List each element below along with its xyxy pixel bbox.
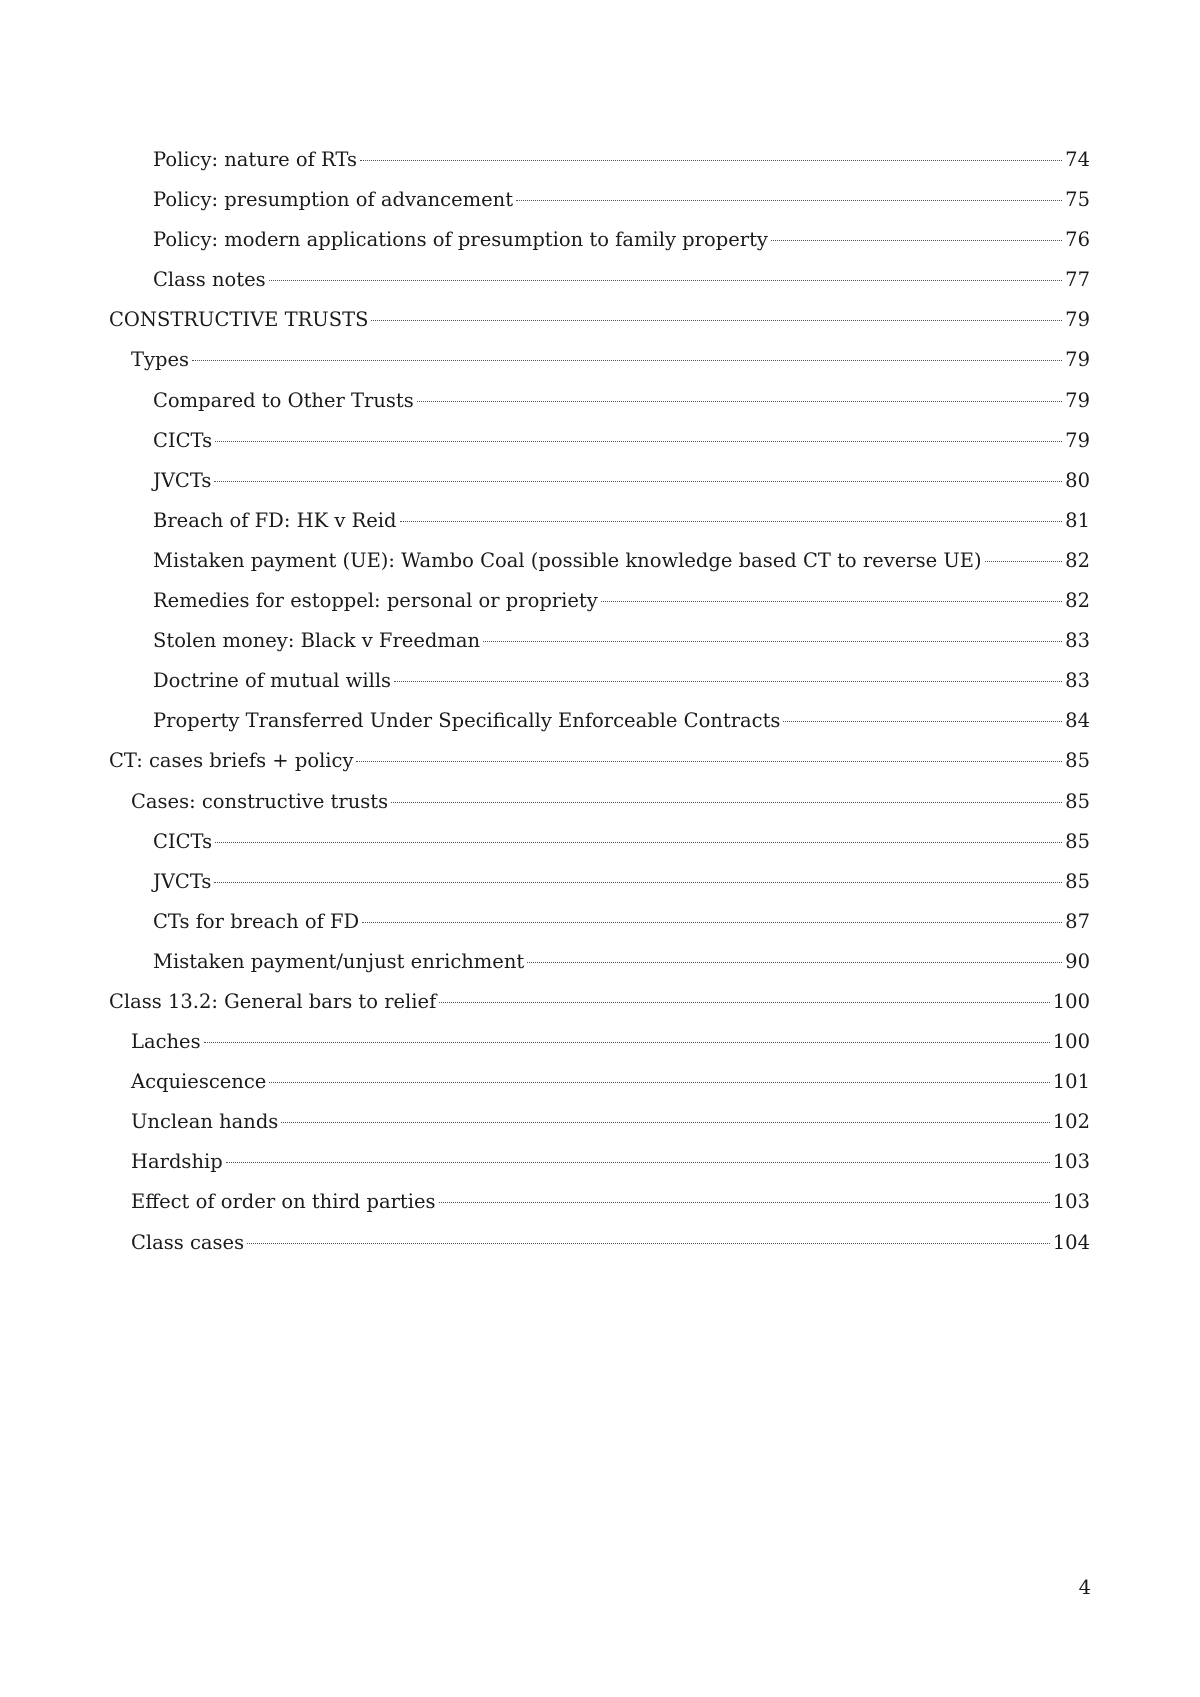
toc-entry-title: Class notes — [153, 268, 266, 292]
toc-entry-title: Policy: modern applications of presumption to family property — [153, 228, 768, 252]
toc-entry-title: Policy: presumption of advancement — [153, 188, 514, 212]
toc-entry-page: 103 — [1052, 1150, 1090, 1174]
toc-entry-page: 80 — [1065, 468, 1090, 492]
toc-entry-page: 101 — [1052, 1070, 1090, 1094]
toc-entry-page: 87 — [1065, 909, 1090, 933]
toc-entry-title: Mistaken payment (UE): Wambo Coal (possible knowledge based CT to reverse UE) — [153, 548, 982, 572]
toc-entry-title: Types — [131, 348, 190, 372]
toc-entry-page: 84 — [1065, 709, 1090, 733]
dot-leader — [214, 882, 1062, 883]
toc-entry[interactable] — [109, 902, 1090, 942]
dot-leader — [771, 240, 1062, 241]
toc-entry-title: Acquiescence — [131, 1070, 267, 1094]
toc-entry[interactable] — [109, 982, 1090, 1022]
toc-entry[interactable] — [109, 501, 1090, 541]
toc-entry-page: 102 — [1052, 1110, 1090, 1134]
toc-entry-title: Class 13.2: General bars to relief — [109, 989, 437, 1013]
toc-entry[interactable] — [109, 1022, 1090, 1062]
dot-leader — [439, 1202, 1050, 1203]
dot-leader — [356, 761, 1062, 762]
toc-entry-page: 103 — [1052, 1190, 1090, 1214]
dot-leader — [516, 200, 1062, 201]
toc-entry-page: 85 — [1065, 829, 1090, 853]
toc-entry[interactable] — [109, 581, 1090, 621]
toc-entry[interactable] — [109, 1062, 1090, 1102]
toc-entry-page: 77 — [1065, 268, 1090, 292]
dot-leader — [215, 441, 1062, 442]
dot-leader — [371, 320, 1062, 321]
page-number: 4 — [1078, 1576, 1091, 1599]
toc-entry-page: 100 — [1052, 1030, 1090, 1054]
toc-entry-title: CONSTRUCTIVE TRUSTS — [109, 308, 369, 332]
dot-leader — [527, 962, 1062, 963]
dot-leader — [439, 1002, 1049, 1003]
toc-entry-title: Laches — [131, 1030, 201, 1054]
dot-leader — [417, 401, 1062, 402]
toc-entry-title: CTs for breach of FD — [153, 909, 360, 933]
dot-leader — [601, 601, 1062, 602]
toc-entry-title: Property Transferred Under Specifically Enforceable Contracts — [153, 709, 781, 733]
toc-entry[interactable] — [109, 1223, 1090, 1263]
toc-entry-title: Unclean hands — [131, 1110, 279, 1134]
toc-entry-page: 85 — [1065, 869, 1090, 893]
toc-entry-title: Doctrine of mutual wills — [153, 669, 392, 693]
toc-entry-page: 79 — [1065, 428, 1090, 452]
toc-entry-page: 76 — [1065, 228, 1090, 252]
toc-entry-title: Policy: nature of RTs — [153, 148, 357, 171]
dot-leader — [394, 681, 1062, 682]
table-of-contents — [109, 140, 1090, 1263]
toc-entry[interactable] — [109, 862, 1090, 902]
toc-entry[interactable] — [109, 621, 1090, 661]
dot-leader — [362, 922, 1062, 923]
toc-entry-title: Cases: constructive trusts — [131, 789, 389, 813]
toc-entry-page: 100 — [1052, 989, 1090, 1013]
toc-entry-page: 79 — [1065, 388, 1090, 412]
toc-entry[interactable] — [109, 661, 1090, 701]
toc-entry-title: Remedies for estoppel: personal or propriety — [153, 589, 598, 613]
toc-entry[interactable] — [109, 421, 1090, 461]
toc-entry-title: Stolen money: Black v Freedman — [153, 629, 481, 653]
toc-entry-page: 90 — [1065, 949, 1090, 973]
dot-leader — [192, 360, 1062, 361]
toc-entry-title: Effect of order on third parties — [131, 1190, 436, 1214]
toc-entry-title: JVCTs — [153, 869, 212, 893]
toc-entry[interactable] — [109, 140, 1090, 180]
toc-entry[interactable] — [109, 1182, 1090, 1222]
dot-leader — [269, 1082, 1049, 1083]
dot-leader — [215, 842, 1062, 843]
toc-entry[interactable] — [109, 180, 1090, 220]
dot-leader — [204, 1042, 1050, 1043]
dot-leader — [247, 1243, 1050, 1244]
toc-entry-title: JVCTs — [153, 468, 212, 492]
toc-entry-title: Mistaken payment/unjust enrichment — [153, 949, 525, 973]
dot-leader — [214, 481, 1062, 482]
toc-entry-page: 75 — [1065, 188, 1090, 212]
toc-entry-title: CICTs — [153, 829, 213, 853]
toc-entry[interactable] — [109, 1102, 1090, 1142]
toc-entry-page: 85 — [1065, 789, 1090, 813]
toc-entry[interactable] — [109, 220, 1090, 260]
toc-entry-page: 81 — [1065, 508, 1090, 532]
toc-entry[interactable] — [109, 381, 1090, 421]
toc-entry[interactable] — [109, 541, 1090, 581]
toc-entry-page: 85 — [1065, 749, 1090, 773]
dot-leader — [391, 802, 1062, 803]
toc-entry[interactable] — [109, 701, 1090, 741]
toc-entry[interactable] — [109, 741, 1090, 781]
dot-leader — [483, 641, 1062, 642]
dot-leader — [226, 1162, 1050, 1163]
dot-leader — [783, 721, 1062, 722]
toc-entry-page: 104 — [1052, 1230, 1090, 1254]
dot-leader — [400, 521, 1063, 522]
toc-entry-title: Compared to Other Trusts — [153, 388, 414, 412]
toc-entry-page: 82 — [1065, 548, 1090, 572]
dot-leader — [985, 561, 1063, 562]
toc-entry-page: 83 — [1065, 629, 1090, 653]
toc-entry-title: Hardship — [131, 1150, 223, 1174]
toc-entry[interactable] — [109, 822, 1090, 862]
toc-entry-title: CICTs — [153, 428, 213, 452]
toc-entry-page: 74 — [1065, 148, 1090, 171]
toc-entry-page: 82 — [1065, 589, 1090, 613]
toc-entry[interactable] — [109, 300, 1090, 340]
toc-entry-page: 79 — [1065, 308, 1090, 332]
toc-entry[interactable] — [109, 782, 1090, 822]
toc-entry[interactable] — [109, 461, 1090, 501]
toc-entry-title: CT: cases briefs + policy — [109, 749, 354, 773]
dot-leader — [281, 1122, 1049, 1123]
dot-leader — [269, 280, 1062, 281]
toc-entry[interactable] — [109, 340, 1090, 380]
toc-entry[interactable] — [109, 1142, 1090, 1182]
toc-entry[interactable] — [109, 942, 1090, 982]
toc-entry-title: Breach of FD: HK v Reid — [153, 508, 397, 532]
toc-entry-page: 79 — [1065, 348, 1090, 372]
toc-entry[interactable] — [109, 260, 1090, 300]
toc-entry-page: 83 — [1065, 669, 1090, 693]
toc-entry-title: Class cases — [131, 1230, 245, 1254]
dot-leader — [360, 160, 1062, 161]
